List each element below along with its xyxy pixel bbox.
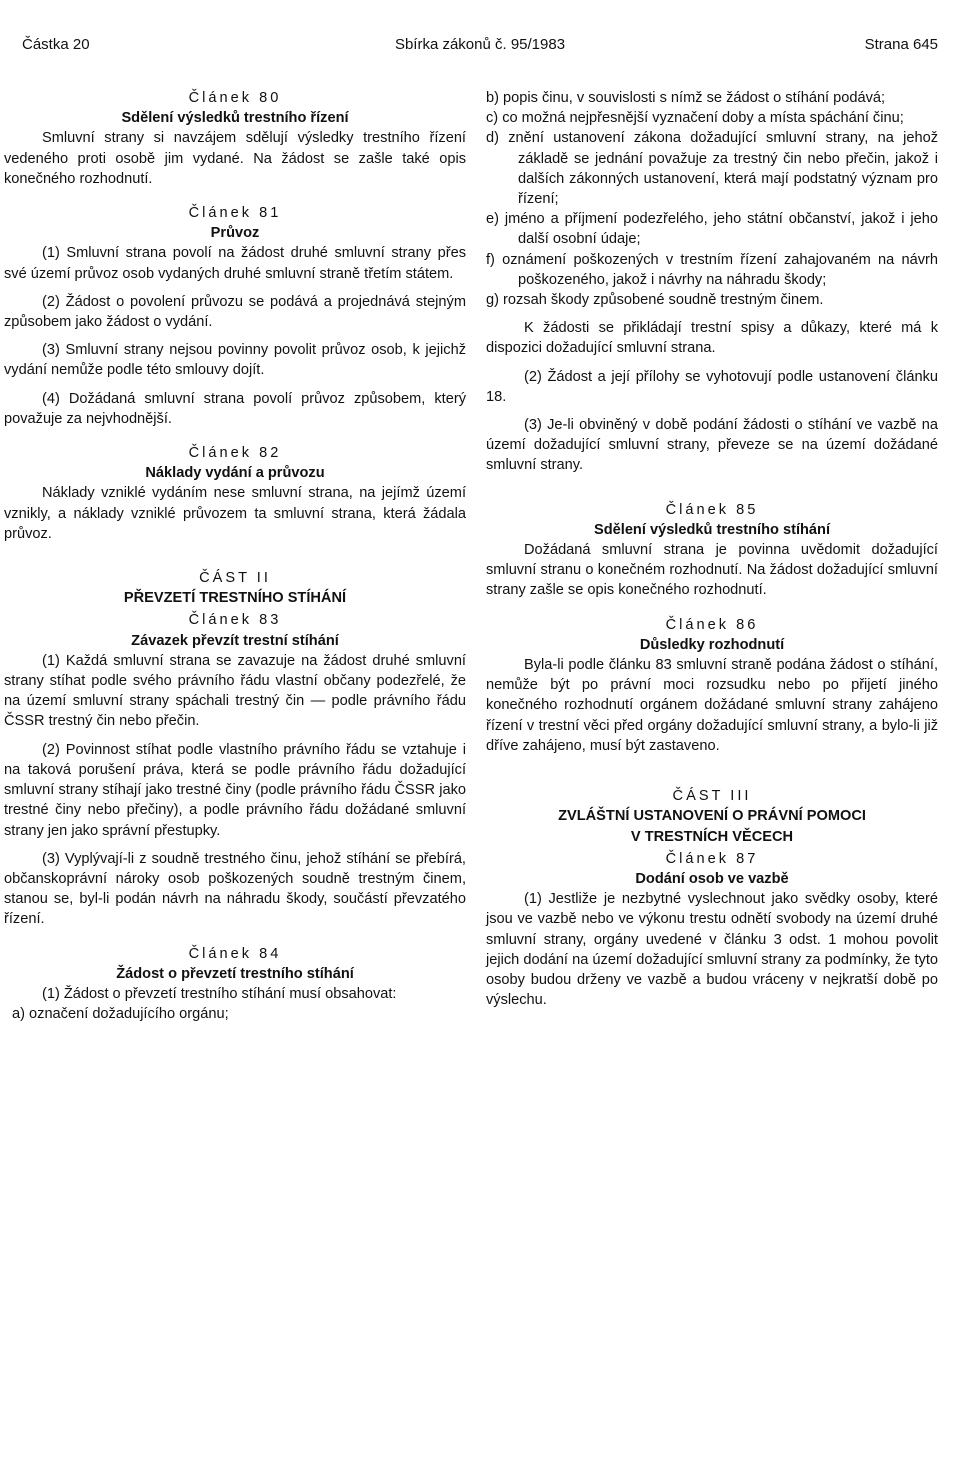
part-2-title: PŘEVZETÍ TRESTNÍHO STÍHÁNÍ [123,590,347,607]
part-3-title-line-1: ZVLÁŠTNÍ USTANOVENÍ O PRÁVNÍ POMOCI [558,808,866,825]
article-85-title: Sdělení výsledků trestního stíhání [594,521,830,538]
article-84-par-1: (1) Žádost o převzetí trestního stíhání musí obsahovat: [42,985,397,1002]
article-84-item-g: g) rozsah škody způsobené soudně trestným činem. [486,292,824,309]
article-87-heading: Článek 87 [665,850,759,867]
article-80-text: Smluvní strany si navzájem sdělují výsledky trestního řízení vedeného proti osobě jim vydané. Na žádost se zašle také opis konečného rozhodnutí. [4,130,466,187]
left-column [4,88,466,1024]
article-87-par-1: (1) Jestliže je nezbytné vyslechnout jako svědky osoby, které jsou ve vazbě nebo ve výkonu trestu odnětí svobody na území druhé smluvní strany, orgány uvedené v článku 3 odst. 1 mohou povolit jejich dodání na území dožadující smluvní strany za podmínky, že tyto osoby budou drženy ve vazbě a budou vráceny v nejkratší době po výslechu. [486,891,938,1009]
part-2-heading: ČÁST II [199,570,271,587]
article-83-par-2: (2) Povinnost stíhat podle vlastního právního řádu se vztahuje i na taková porušení práva, která se podle právního řádu dožadující smluvní strany stíhají jako trestné činy (podle právního řádu ČSSR jako trestné činy nebo přečiny), a podle právního řádu dožádané smluvní strany jen jako správní přestupky. [4,741,466,839]
article-81-par-3: (3) Smluvní strany nejsou povinny povolit průvoz osob, k jejichž vydání nemůže podle této smlouvy dojít. [4,342,466,379]
article-85-text: Dožádaná smluvní strana je povinna uvědomit dožadující smluvní stranu o konečném rozhodnutí. Na žádost dožadující smluvní strany zašle se opis konečného rozhodnutí. [486,542,938,599]
article-84-item-d: d) znění ustanovení zákona dožadující smluvní strany, na jehož základě se jednání považuje za trestný čin nebo přečin, jakož i dalších zákonných ustanovení, která mají podstatný význam pro řízení; [486,130,938,208]
issue-number: Částka 20 [22,36,90,53]
article-81-par-2: (2) Žádost o povolení průvozu se podává a projednává stejným způsobem jako žádost o vydání. [4,293,466,331]
article-84-par-2: (2) Žádost a její přílohy se vyhotovují podle ustanovení článku 18. [486,368,938,405]
article-80-heading: Článek 80 [188,90,282,106]
article-82-title: Náklady vydání a průvozu [145,465,325,482]
article-84-par-3: (3) Je-li obviněný v době podání žádosti o stíhání ve vazbě na území dožadující smluvní strany, převeze se na území dožádané smluvní strany. [486,417,938,474]
article-81-title: Průvoz [210,225,260,242]
article-82-text: Náklady vzniklé vydáním nese smluvní strana, na jejímž území vznikly, a náklady vzniklé průvozem ta smluvní strana, která žádala průvoz. [4,485,466,542]
page-number: Strana 645 [864,36,938,53]
article-86-heading: Článek 86 [665,616,759,633]
article-84-item-b: b) popis činu, v souvislosti s nímž se žádost o stíhání podává; [486,90,886,106]
article-83-heading: Článek 83 [188,612,282,629]
article-85-heading: Článek 85 [665,501,759,518]
article-81-par-1: (1) Smluvní strana povolí na žádost druhé smluvní strany přes své území průvoz osob vydaných druhé smluvní straně třetím státem. [4,245,466,282]
part-3-title-line-2: V TRESTNÍCH VĚCECH [630,828,794,845]
page-header [22,36,938,60]
collection-title: Sbírka zákonů č. 95/1983 [394,36,566,53]
article-84-attachments: K žádosti se přikládají trestní spisy a důkazy, které má k dispozici dožadující smluvní strana. [486,320,938,357]
article-86-text: Byla-li podle článku 83 smluvní straně podána žádost o stíhání, nemůže být po právní moci rozsudku nebo po přijetí jiného konečného rozhodnutí orgánem dožádané smluvní strany zahájeno řízení v trestní věci před orgány dožadující smluvní strany, a bylo-li již dříve zahájeno, musí být zastaveno. [486,657,938,754]
part-3-heading: ČÁST III [672,788,752,805]
article-81-heading: Článek 81 [188,205,282,222]
article-82-heading: Článek 82 [188,445,282,462]
article-83-title: Závazek převzít trestní stíhání [131,632,339,649]
article-81-par-4: (4) Dožádaná smluvní strana povolí průvoz způsobem, který považuje za nejvhodnější. [4,390,466,427]
article-84-item-e: e) jméno a příjmení podezřelého, jeho státní občanství, jakož i jeho další osobní údaje; [486,211,938,248]
article-86-title: Důsledky rozhodnutí [639,636,785,653]
article-87-title: Dodání osob ve vazbě [635,870,789,887]
article-84-item-f: f) oznámení poškozených v trestním řízení zahajovaném na návrh poškozeného, jakož i návrhy na náhradu škody; [486,251,938,288]
article-83-par-1: (1) Každá smluvní strana se zavazuje na žádost druhé smluvní strany stíhat podle svého právního řádu vlastní občany podezřelé, že na území smluvní strany spáchali trestný čin — podle právního řádu ČSSR trestný čin nebo přečin. [4,652,466,730]
article-80-title: Sdělení výsledků trestního řízení [121,110,349,127]
article-83-par-3: (3) Vyplývají-li z soudně trestného činu, jehož stíhání se přebírá, občanskoprávní nároky osob poškozených soudně trestným činem, stanou se, byl-li podán návrh na náhradu škody, součástí převzatého řízení. [4,850,466,928]
article-84-heading: Článek 84 [188,945,282,962]
right-column [486,88,938,1010]
article-84-title: Žádost o převzetí trestního stíhání [116,965,354,982]
article-84-item-c: c) co možná nejpřesnější vyznačení doby a místa spáchání činu; [486,110,904,127]
article-84-item-a: a) označení dožadujícího orgánu; [12,1006,229,1023]
